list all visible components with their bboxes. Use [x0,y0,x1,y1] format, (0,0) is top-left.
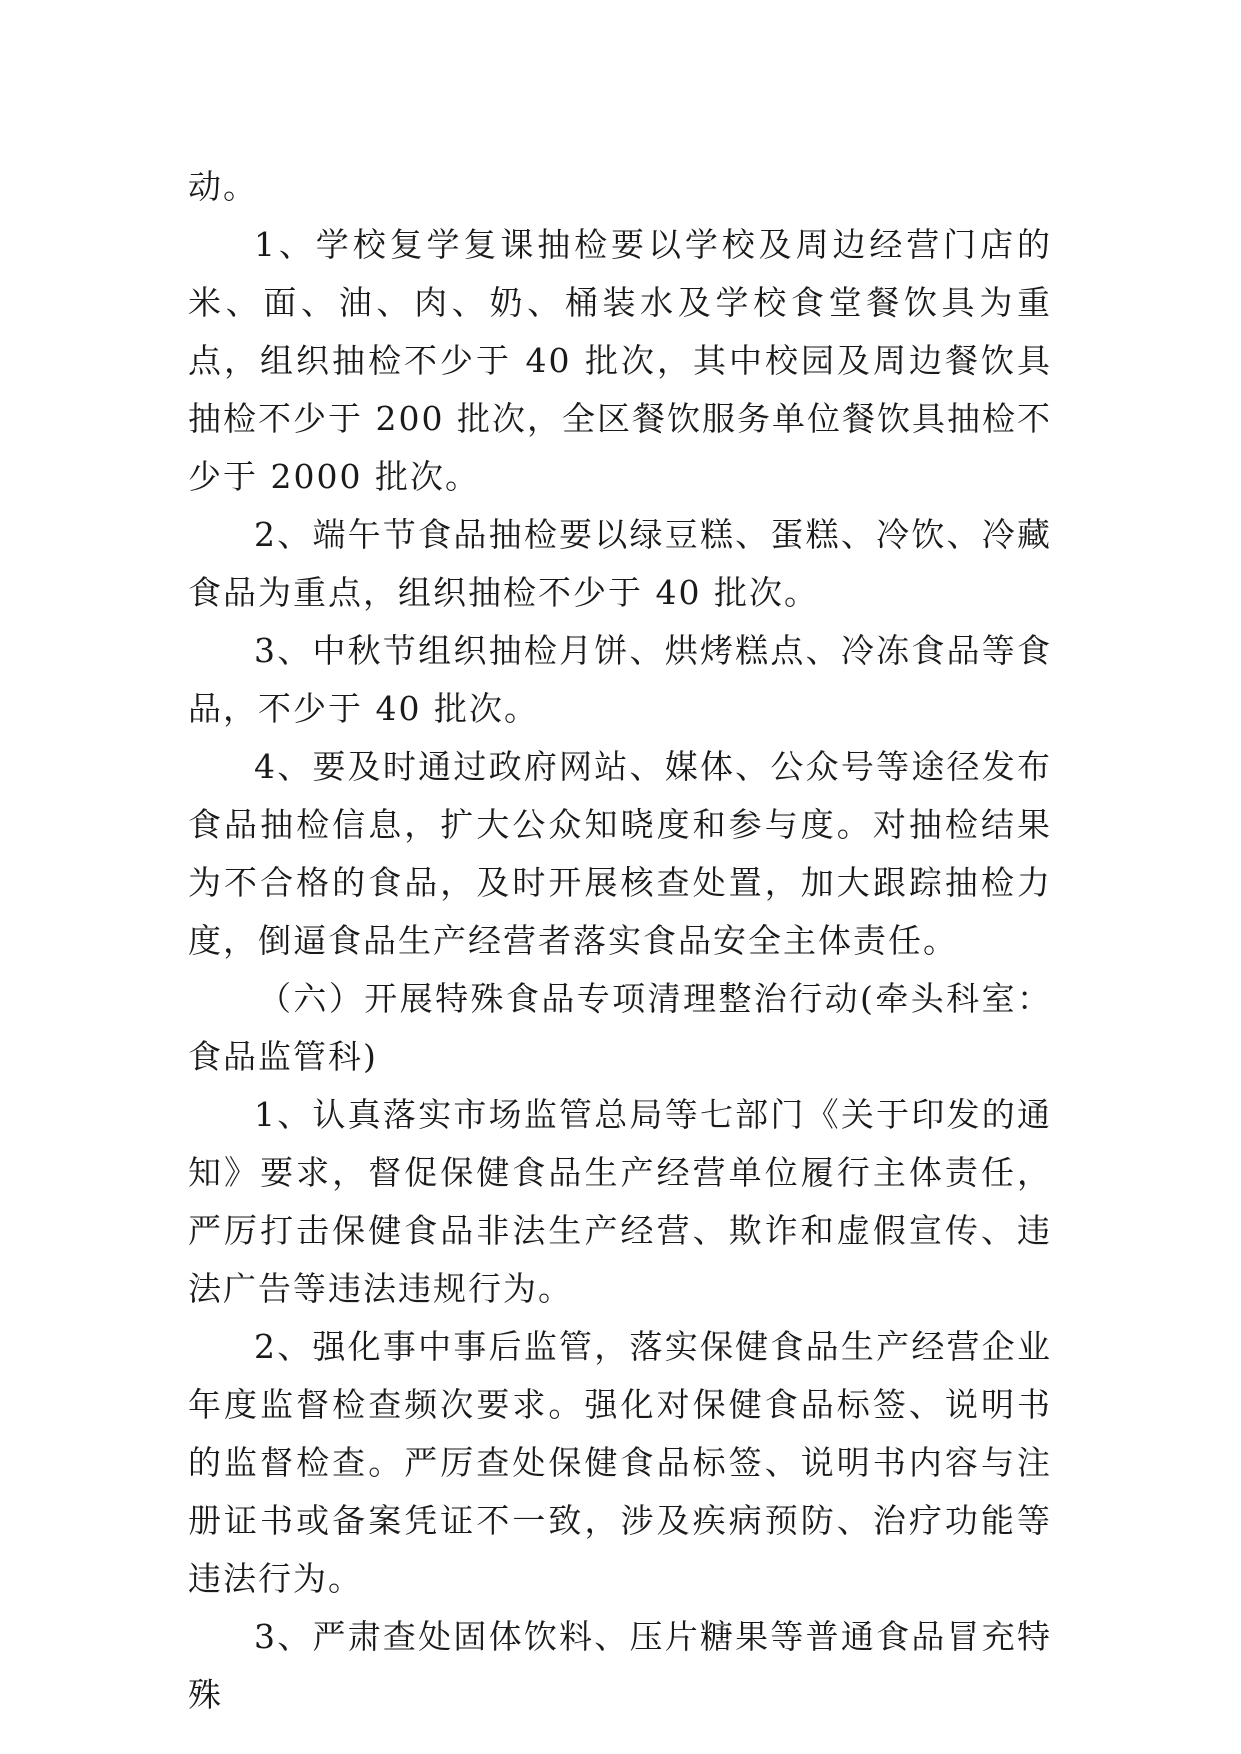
section-heading-special-food: （六）开展特殊食品专项清理整治行动(牵头科室：食品监管科) [188,979,1052,1076]
paragraph-item-1-school-sampling: 1、学校复学复课抽检要以学校及周边经营门店的米、面、油、肉、奶、桶装水及学校食堂餐饮具为重点，组织抽检不少于 40 批次，其中校园及周边餐饮具抽检不少于 200 批次，全区餐饮服务单位餐饮具抽检不少于 2000 批次。 [188,225,1052,496]
paragraph-item-2-dragon-boat: 2、端午节食品抽检要以绿豆糕、蛋糕、冷饮、冷藏食品为重点，组织抽检不少于 40 批次。 [188,515,1052,612]
paragraph-continuation: 动。 [188,167,258,206]
paragraph-item-3-mid-autumn: 3、中秋节组织抽检月饼、烘烤糕点、冷冻食品等食品，不少于 40 批次。 [188,631,1052,728]
paragraph-item-4-publish-info: 4、要及时通过政府网站、媒体、公众号等途径发布食品抽检信息，扩大公众知晓度和参与度。对抽检结果为不合格的食品，及时开展核查处置，加大跟踪抽检力度，倒逼食品生产经营者落实食品安全主体责任。 [188,747,1052,960]
paragraph-item-1-implement-notice: 1、认真落实市场监管总局等七部门《关于印发的通知》要求，督促保健食品生产经营单位履行主体责任，严厉打击保健食品非法生产经营、欺诈和虚假宣传、违法广告等违法违规行为。 [188,1095,1052,1308]
paragraph-item-3-investigate: 3、严肃查处固体饮料、压片糖果等普通食品冒充特殊 [188,1617,1052,1714]
paragraph-item-2-supervision: 2、强化事中事后监管，落实保健食品生产经营企业年度监督检查频次要求。强化对保健食品标签、说明书的监督检查。严厉查处保健食品标签、说明书内容与注册证书或备案凭证不一致，涉及疾病预防、治疗功能等违法行为。 [188,1327,1052,1598]
document-body [188,158,1052,1724]
